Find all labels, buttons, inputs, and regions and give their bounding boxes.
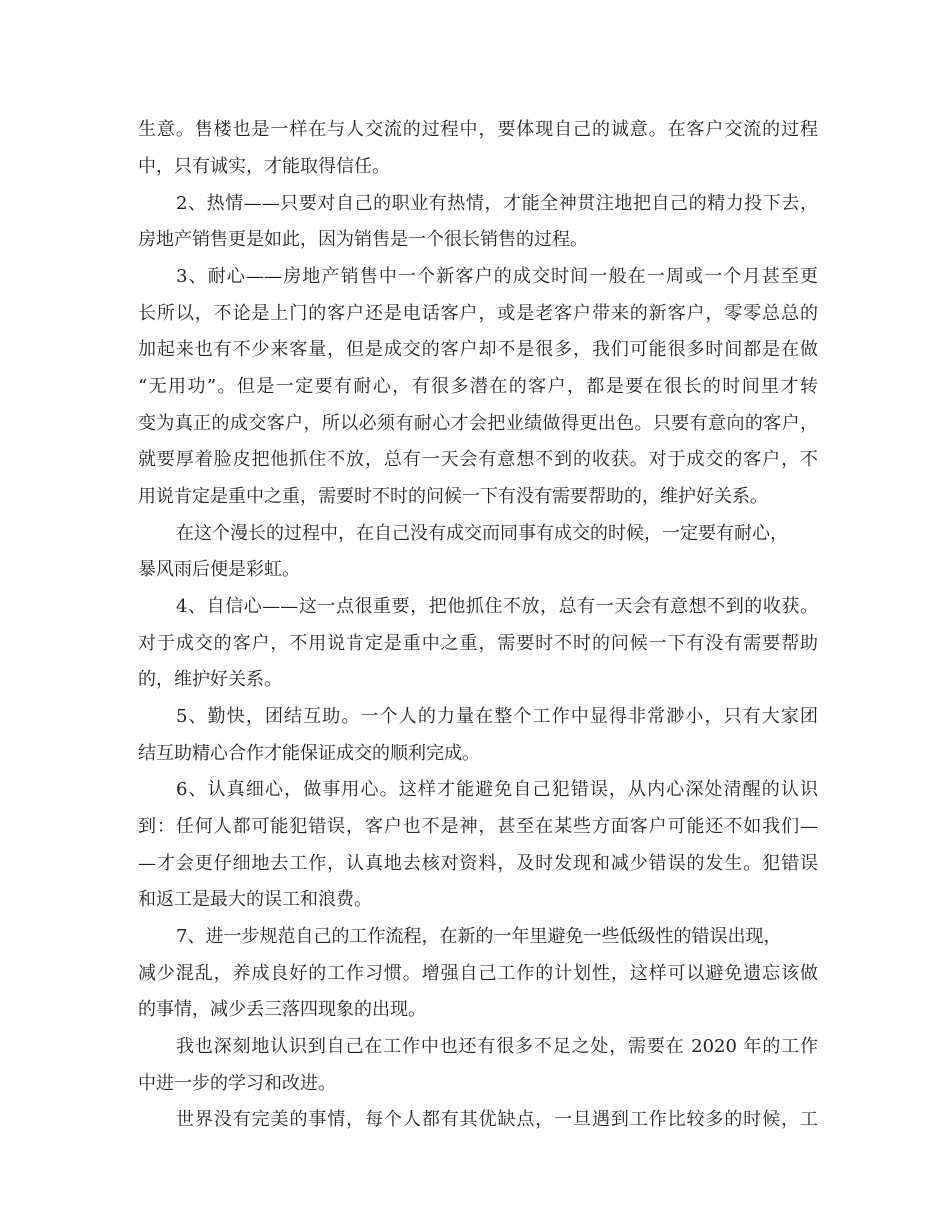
text-line: 中，只有诚实，才能取得信任。 xyxy=(138,156,390,177)
text-line: —才会更仔细地去工作，认真地去核对资料，及时发现和减少错误的发生。犯错误 xyxy=(138,853,818,874)
text-line: 房地产销售更是如此，因为销售是一个很长销售的过程。 xyxy=(138,229,588,250)
text-line: 中进一步的学习和改进。 xyxy=(138,1073,336,1094)
text-line: 加起来也有不少来客量，但是成交的客户却不是很多，我们可能很多时间都是在做 xyxy=(138,339,818,360)
text-line: 和返工是最大的误工和浪费。 xyxy=(138,889,372,910)
text-line: 暴风雨后便是彩虹。 xyxy=(138,559,300,580)
text-line: 6、认真细心，做事用心。这样才能避免自己犯错误，从内心深处清醒的认识 xyxy=(176,779,818,800)
text-line: 3、耐心——房地产销售中一个新客户的成交时间一般在一周或一个月甚至更 xyxy=(176,266,818,287)
text-line: 4、自信心——这一点很重要，把他抓住不放，总有一天会有意想不到的收获。 xyxy=(176,596,818,617)
text-line: 长所以，不论是上门的客户还是电话客户，或是老客户带来的新客户，零零总总的 xyxy=(138,303,818,324)
text-line: 用说肯定是重中之重，需要时不时的问候一下有没有需要帮助的，维护好关系。 xyxy=(138,486,768,507)
text-line: 我也深刻地认识到自己在工作中也还有很多不足之处，需要在 2020 年的工作 xyxy=(176,1036,818,1057)
text-line: 减少混乱，养成良好的工作习惯。增强自己工作的计划性，这样可以避免遗忘该做 xyxy=(138,963,818,984)
text-line: 变为真正的成交客户，所以必须有耐心才会把业绩做得更出色。只要有意向的客户， xyxy=(138,413,818,434)
text-line: 结互助精心合作才能保证成交的顺利完成。 xyxy=(138,743,480,764)
text-line: 到：任何人都可能犯错误，客户也不是神，甚至在某些方面客户可能还不如我们— xyxy=(138,816,818,837)
text-line: 的，维护好关系。 xyxy=(138,669,282,690)
text-line: 在这个漫长的过程中，在自己没有成交而同事有成交的时候，一定要有耐心， xyxy=(176,523,788,544)
text-line: 5、勤快，团结互助。一个人的力量在整个工作中显得非常渺小，只有大家团 xyxy=(176,706,818,727)
text-line: 对于成交的客户，不用说肯定是重中之重，需要时不时的问候一下有没有需要帮助 xyxy=(138,633,818,654)
text-line: 7、进一步规范自己的工作流程，在新的一年里避免一些低级性的错误出现， xyxy=(176,926,782,947)
text-line: 的事情，减少丢三落四现象的出现。 xyxy=(138,999,426,1020)
text-line: 就要厚着脸皮把他抓住不放，总有一天会有意想不到的收获。对于成交的客户，不 xyxy=(138,449,818,470)
text-line: 世界没有完美的事情，每个人都有其优缺点，一旦遇到工作比较多的时候，工 xyxy=(176,1109,818,1130)
text-line: 2、热情——只要对自己的职业有热情，才能全神贯注地把自己的精力投下去， xyxy=(176,193,818,214)
text-line: 生意。售楼也是一样在与人交流的过程中，要体现自己的诚意。在客户交流的过程 xyxy=(138,119,818,140)
text-line: “无用功”。但是一定要有耐心，有很多潜在的客户，都是要在很长的时间里才转 xyxy=(138,376,818,397)
